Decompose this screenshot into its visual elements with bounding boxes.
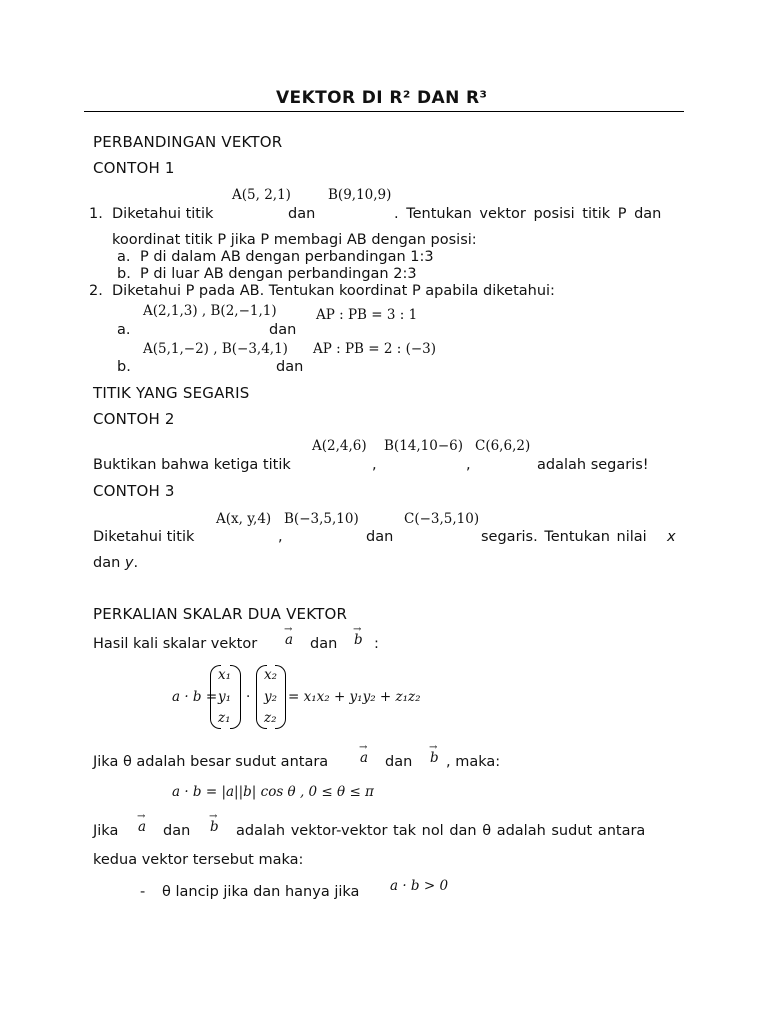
col1-row1: x₁: [218, 667, 232, 683]
c3-var-y: y: [124, 555, 134, 571]
jika-theta-dan: dan: [385, 754, 413, 770]
c3-comma: ,: [278, 529, 283, 545]
q2b-ratio: AP : PB = 2 : (−3): [313, 341, 437, 357]
c2-point-c: C(6,6,2): [475, 438, 531, 454]
q2-number: 2.: [89, 283, 103, 299]
q2a-label: a.: [117, 322, 131, 338]
q2a-points: A(2,1,3) , B(2,−1,1): [143, 303, 277, 319]
col2-row2: y₂: [264, 689, 278, 705]
c3-text-end: segaris. Tentukan nilai: [481, 529, 647, 545]
vector-a-letter: a: [285, 632, 294, 648]
q2b-points: A(5,1,−2) , B(−3,4,1): [143, 341, 288, 357]
section-heading-perbandingan: PERBANDINGAN VEKTOR: [93, 133, 283, 151]
c3-point-c: C(−3,5,10): [404, 511, 480, 527]
q1-line-2: koordinat titik P jika P membagi AB dengan posisi:: [112, 232, 477, 248]
vector-b-symbol-2: → b: [429, 742, 439, 766]
bullet-dash: -: [140, 884, 146, 900]
kedua-vektor-text: kedua vektor tersebut maka:: [93, 852, 304, 868]
hasil-dan: dan: [310, 636, 338, 652]
c3-period: .: [133, 555, 139, 571]
jika-label: Jika: [93, 823, 119, 839]
q2b-label: b.: [117, 359, 131, 375]
q1-a-text: P di dalam AB dengan perbandingan 1:3: [140, 249, 434, 265]
c2-text-end: adalah segaris!: [537, 457, 649, 473]
c2-point-a: A(2,4,6): [312, 438, 367, 454]
col2-row1: x₂: [264, 667, 278, 683]
vector-b-letter: b: [354, 632, 363, 648]
c3-point-b: B(−3,5,10): [284, 511, 359, 527]
vector-b-symbol: → b: [353, 624, 363, 648]
section-heading-segaris: TITIK YANG SEGARIS: [93, 384, 250, 402]
jika-theta-maka: , maka:: [446, 754, 501, 770]
c3-dan: dan: [366, 529, 394, 545]
q1-b-label: b.: [117, 266, 131, 282]
c2-comma-1: ,: [372, 457, 377, 473]
vector-b-symbol-3: → b: [209, 811, 219, 835]
bullet-math: a · b > 0: [390, 878, 449, 894]
q1-text-start: Diketahui titik: [112, 206, 214, 222]
hasil-kali-text: Hasil kali skalar vektor: [93, 636, 258, 652]
vector-a-symbol: → a: [284, 624, 294, 648]
vector-a-letter-2: a: [360, 750, 369, 766]
formula-rhs: = x₁x₂ + y₁y₂ + z₁z₂: [288, 689, 421, 705]
contoh-3-label: CONTOH 3: [93, 482, 175, 500]
q2a-ratio: AP : PB = 3 : 1: [316, 307, 418, 323]
formula-dot: ·: [246, 689, 251, 705]
jika-text-end: adalah vektor-vektor tak nol dan θ adalah sudut antara: [236, 823, 646, 839]
section-heading-perkalian-skalar: PERKALIAN SKALAR DUA VEKTOR: [93, 605, 348, 623]
q2a-dan: dan: [269, 322, 297, 338]
c3-line-2: [93, 555, 138, 571]
c3-var-x: x: [667, 529, 676, 545]
c3-point-a: A(x, y,4): [216, 511, 272, 527]
c3-line-2-dan: dan: [93, 555, 121, 571]
vector-a-letter-3: a: [138, 819, 147, 835]
vector-a-symbol-2: → a: [359, 742, 369, 766]
q1-text-end-content: . Tentukan vektor posisi titik P dan: [394, 206, 662, 222]
q1-a-label: a.: [117, 249, 131, 265]
q1-dan: dan: [288, 206, 316, 222]
dot-product-formula: [172, 665, 421, 731]
q1-b-text: P di luar AB dengan perbandingan 2:3: [140, 266, 417, 282]
c3-text-start: Diketahui titik: [93, 529, 195, 545]
q1-number: 1.: [89, 206, 103, 222]
q1-point-a: A(5, 2,1): [232, 187, 291, 203]
c2-text-start: Buktikan bahwa ketiga titik: [93, 457, 291, 473]
col2-row3: z₂: [264, 710, 277, 726]
right-paren-col2: [275, 665, 286, 729]
vector-b-letter-2: b: [430, 750, 439, 766]
formula-lhs: a · b =: [172, 689, 218, 705]
page-title: VEKTOR DI R² DAN R³: [276, 88, 488, 108]
col1-row3: z₁: [218, 710, 231, 726]
q2-text: Diketahui P pada AB. Tentukan koordinat P apabila diketahui:: [112, 283, 555, 299]
right-paren-col1: [230, 665, 241, 729]
c2-point-b: B(14,10−6): [384, 438, 464, 454]
jika-dan: dan: [163, 823, 191, 839]
contoh-2-label: CONTOH 2: [93, 410, 175, 428]
c2-comma-2: ,: [466, 457, 471, 473]
vector-b-letter-3: b: [210, 819, 219, 835]
jika-theta-text: Jika θ adalah besar sudut antara: [93, 754, 329, 770]
bullet-text: θ lancip jika dan hanya jika: [162, 884, 360, 900]
q2b-dan: dan: [276, 359, 304, 375]
col1-row2: y₁: [218, 689, 232, 705]
q1-point-b: B(9,10,9): [328, 187, 392, 203]
contoh-1-label: CONTOH 1: [93, 159, 175, 177]
dot-product-cos-formula: a · b = |a||b| cos θ , 0 ≤ θ ≤ π: [172, 784, 374, 800]
title-divider: [84, 111, 684, 112]
vector-a-symbol-3: → a: [137, 811, 147, 835]
q1-text-end: [394, 206, 676, 222]
hasil-colon: :: [374, 636, 379, 652]
